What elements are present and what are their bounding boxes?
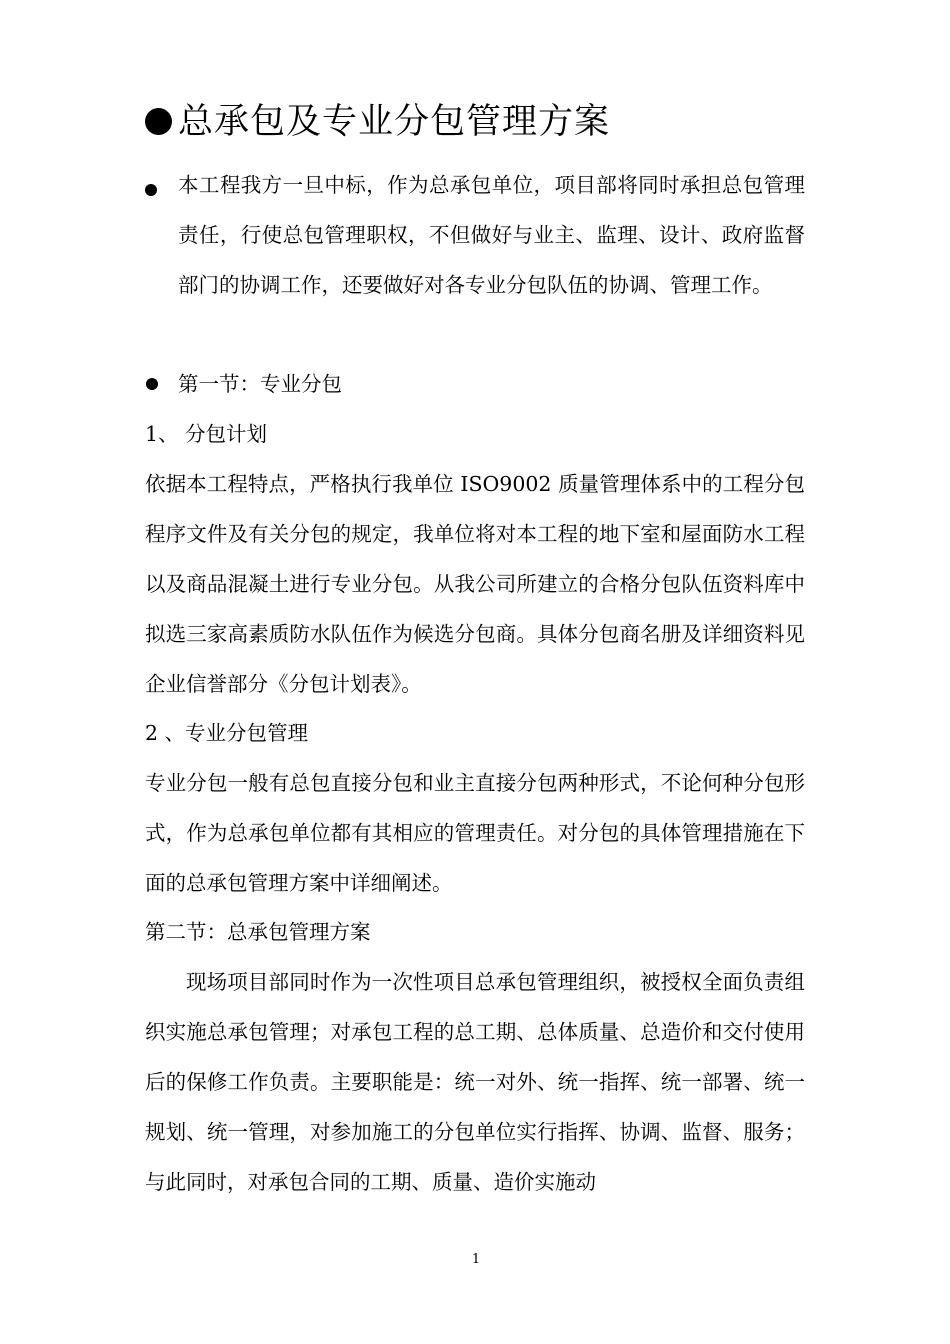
item1-paragraph: 依据本工程特点，严格执行我单位 ISO9002 质量管理体系中的工程分包程序文件及有关分包的规定，我单位将对本工程的地下室和屋面防水工程以及商品混凝土进行专业分包。从我公司所建立的合格分包队伍资料库中拟选三家高素质防水队伍作为候选分包商。具体分包商名册及详细资料见企业信誉部分《分包计划表》。 bbox=[145, 472, 805, 696]
section1-heading: 第一节：专业分包 bbox=[178, 372, 342, 396]
item2-heading: 2 、专业分包管理 bbox=[145, 721, 309, 745]
section2-paragraph: 现场项目部同时作为一次性项目总承包管理组织，被授权全面负责组织实施总承包管理；对承包工程的总工期、总体质量、总造价和交付使用后的保修工作负责。主要职能是：统一对外、统一指挥、统一部署、统一规划、统一管理，对参加施工的分包单位实行指挥、协调、监督、服务；与此同时，对承包合同的工期、质量、造价实施动 bbox=[145, 970, 805, 1194]
item2-paragraph: 专业分包一般有总包直接分包和业主直接分包两种形式，不论何种分包形式，作为总承包单位都有其相应的管理责任。对分包的具体管理措施在下面的总承包管理方案中详细阐述。 bbox=[145, 771, 805, 895]
document-title bbox=[145, 96, 610, 148]
section2-heading: 第二节：总承包管理方案 bbox=[145, 920, 371, 944]
section1-bullet-icon bbox=[146, 378, 158, 390]
title-bullet-icon bbox=[145, 108, 172, 135]
page-number: 1 bbox=[471, 1252, 481, 1267]
item1-heading: 1、 分包计划 bbox=[145, 422, 268, 446]
title-text: 总承包及专业分包管理方案 bbox=[178, 102, 611, 142]
intro-bullet-icon bbox=[145, 184, 157, 196]
intro-paragraph: 本工程我方一旦中标，作为总承包单位，项目部将同时承担总包管理责任，行使总包管理职权，不但做好与业主、监理、设计、政府监督部门的协调工作，还要做好对各专业分包队伍的协调、管理工作。 bbox=[178, 173, 805, 297]
